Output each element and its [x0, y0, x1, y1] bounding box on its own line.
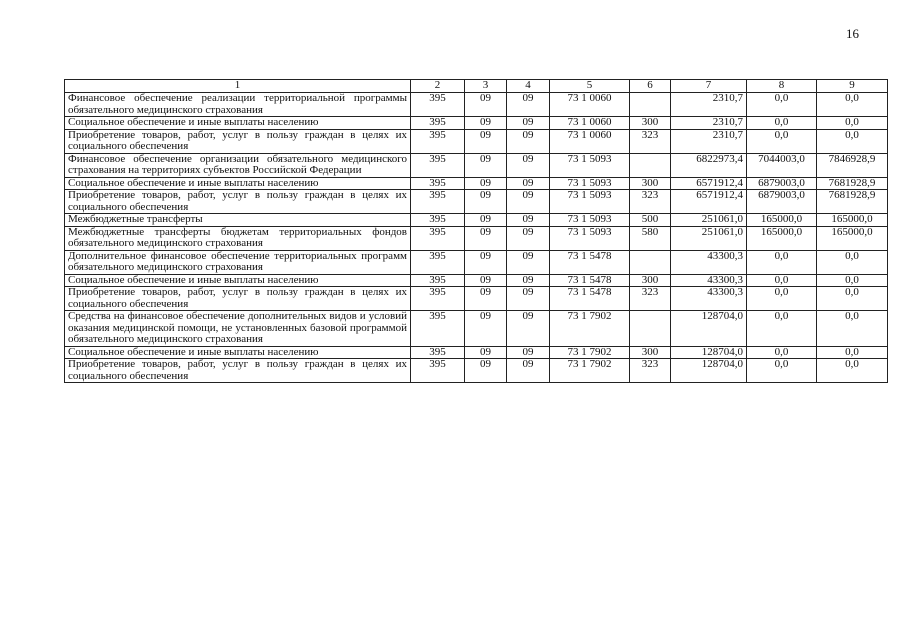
amount-col9-cell: 0,0: [817, 311, 888, 347]
description-cell: Финансовое обеспечение реализации территориальной программы обязательного медицинского страхования: [65, 93, 411, 117]
table-row: [65, 311, 888, 347]
subsection-cell: 09: [507, 311, 550, 347]
description-cell: Приобретение товаров, работ, услуг в пользу граждан в целях их социального обеспечения: [65, 190, 411, 214]
expense-type-cell: 323: [630, 190, 671, 214]
expense-type-cell: 300: [630, 274, 671, 287]
section-cell: 09: [465, 214, 507, 227]
amount-col9-cell: 0,0: [817, 117, 888, 130]
table-row: [65, 250, 888, 274]
target-article-cell: 73 1 5478: [550, 250, 630, 274]
column-header-6: 6: [630, 80, 671, 93]
description-cell: Дополнительное финансовое обеспечение территориальных программ обязательного медицинского страхования: [65, 250, 411, 274]
target-article-cell: 73 1 0060: [550, 93, 630, 117]
expense-type-cell: [630, 250, 671, 274]
amount-col7-cell: 6571912,4: [671, 177, 747, 190]
expense-type-cell: [630, 311, 671, 347]
subsection-cell: 09: [507, 287, 550, 311]
expense-type-cell: 580: [630, 226, 671, 250]
amount-col8-cell: 7044003,0: [747, 153, 817, 177]
column-header-1: 1: [65, 80, 411, 93]
amount-col7-cell: 43300,3: [671, 274, 747, 287]
admin-code-cell: 395: [411, 190, 465, 214]
expense-type-cell: 300: [630, 177, 671, 190]
table-header: [65, 80, 888, 93]
amount-col7-cell: 43300,3: [671, 250, 747, 274]
amount-col9-cell: 7681928,9: [817, 177, 888, 190]
subsection-cell: 09: [507, 274, 550, 287]
amount-col7-cell: 2310,7: [671, 93, 747, 117]
amount-col8-cell: 0,0: [747, 117, 817, 130]
amount-col7-cell: 6571912,4: [671, 190, 747, 214]
admin-code-cell: 395: [411, 250, 465, 274]
column-header-4: 4: [507, 80, 550, 93]
amount-col8-cell: 0,0: [747, 311, 817, 347]
amount-col8-cell: 0,0: [747, 93, 817, 117]
subsection-cell: 09: [507, 129, 550, 153]
amount-col7-cell: 128704,0: [671, 359, 747, 383]
admin-code-cell: 395: [411, 311, 465, 347]
section-cell: 09: [465, 346, 507, 359]
target-article-cell: 73 1 5478: [550, 287, 630, 311]
description-cell: Межбюджетные трансферты: [65, 214, 411, 227]
expense-type-cell: [630, 153, 671, 177]
table-row: [65, 153, 888, 177]
amount-col7-cell: 128704,0: [671, 346, 747, 359]
description-cell: Социальное обеспечение и иные выплаты населению: [65, 346, 411, 359]
table-row: [65, 117, 888, 130]
table-row: [65, 359, 888, 383]
expense-type-cell: 500: [630, 214, 671, 227]
amount-col7-cell: 251061,0: [671, 214, 747, 227]
description-cell: Приобретение товаров, работ, услуг в пользу граждан в целях их социального обеспечения: [65, 129, 411, 153]
description-cell: Приобретение товаров, работ, услуг в пользу граждан в целях их социального обеспечения: [65, 287, 411, 311]
column-header-5: 5: [550, 80, 630, 93]
section-cell: 09: [465, 250, 507, 274]
table-row: [65, 190, 888, 214]
target-article-cell: 73 1 5093: [550, 177, 630, 190]
amount-col8-cell: 0,0: [747, 129, 817, 153]
amount-col9-cell: 0,0: [817, 274, 888, 287]
amount-col8-cell: 0,0: [747, 274, 817, 287]
column-header-3: 3: [465, 80, 507, 93]
admin-code-cell: 395: [411, 214, 465, 227]
subsection-cell: 09: [507, 153, 550, 177]
amount-col8-cell: 165000,0: [747, 226, 817, 250]
target-article-cell: 73 1 5093: [550, 153, 630, 177]
table-row: [65, 129, 888, 153]
amount-col8-cell: 0,0: [747, 287, 817, 311]
amount-col7-cell: 2310,7: [671, 129, 747, 153]
expense-type-cell: 323: [630, 359, 671, 383]
admin-code-cell: 395: [411, 287, 465, 311]
subsection-cell: 09: [507, 117, 550, 130]
target-article-cell: 73 1 7902: [550, 346, 630, 359]
description-cell: Финансовое обеспечение организации обязательного медицинского страхования на территориях субъектов Российской Федерации: [65, 153, 411, 177]
amount-col9-cell: 0,0: [817, 250, 888, 274]
section-cell: 09: [465, 274, 507, 287]
admin-code-cell: 395: [411, 177, 465, 190]
amount-col8-cell: 0,0: [747, 359, 817, 383]
section-cell: 09: [465, 311, 507, 347]
subsection-cell: 09: [507, 226, 550, 250]
section-cell: 09: [465, 129, 507, 153]
expense-type-cell: 300: [630, 117, 671, 130]
table-row: [65, 93, 888, 117]
amount-col9-cell: 165000,0: [817, 226, 888, 250]
section-cell: 09: [465, 226, 507, 250]
column-header-2: 2: [411, 80, 465, 93]
table-body: [65, 93, 888, 383]
amount-col7-cell: 251061,0: [671, 226, 747, 250]
amount-col9-cell: 7681928,9: [817, 190, 888, 214]
amount-col9-cell: 7846928,9: [817, 153, 888, 177]
admin-code-cell: 395: [411, 93, 465, 117]
table-row: [65, 274, 888, 287]
amount-col8-cell: 165000,0: [747, 214, 817, 227]
amount-col7-cell: 43300,3: [671, 287, 747, 311]
subsection-cell: 09: [507, 250, 550, 274]
section-cell: 09: [465, 117, 507, 130]
budget-table: [64, 79, 888, 383]
target-article-cell: 73 1 7902: [550, 359, 630, 383]
section-cell: 09: [465, 153, 507, 177]
table-row: [65, 287, 888, 311]
admin-code-cell: 395: [411, 153, 465, 177]
amount-col7-cell: 6822973,4: [671, 153, 747, 177]
amount-col7-cell: 2310,7: [671, 117, 747, 130]
subsection-cell: 09: [507, 346, 550, 359]
amount-col9-cell: 165000,0: [817, 214, 888, 227]
column-header-7: 7: [671, 80, 747, 93]
admin-code-cell: 395: [411, 117, 465, 130]
column-header-8: 8: [747, 80, 817, 93]
amount-col8-cell: 0,0: [747, 250, 817, 274]
amount-col9-cell: 0,0: [817, 129, 888, 153]
expense-type-cell: 300: [630, 346, 671, 359]
amount-col9-cell: 0,0: [817, 93, 888, 117]
description-cell: Приобретение товаров, работ, услуг в пользу граждан в целях их социального обеспечения: [65, 359, 411, 383]
admin-code-cell: 395: [411, 274, 465, 287]
description-cell: Социальное обеспечение и иные выплаты населению: [65, 117, 411, 130]
description-cell: Социальное обеспечение и иные выплаты населению: [65, 274, 411, 287]
expense-type-cell: 323: [630, 129, 671, 153]
target-article-cell: 73 1 5478: [550, 274, 630, 287]
target-article-cell: 73 1 0060: [550, 117, 630, 130]
amount-col8-cell: 0,0: [747, 346, 817, 359]
amount-col8-cell: 6879003,0: [747, 177, 817, 190]
target-article-cell: 73 1 5093: [550, 226, 630, 250]
amount-col9-cell: 0,0: [817, 287, 888, 311]
section-cell: 09: [465, 190, 507, 214]
page-number: 16: [846, 26, 859, 41]
section-cell: 09: [465, 359, 507, 383]
table-row: [65, 346, 888, 359]
section-cell: 09: [465, 93, 507, 117]
amount-col9-cell: 0,0: [817, 359, 888, 383]
target-article-cell: 73 1 5093: [550, 214, 630, 227]
subsection-cell: 09: [507, 359, 550, 383]
description-cell: Межбюджетные трансферты бюджетам территориальных фондов обязательного медицинского страхования: [65, 226, 411, 250]
admin-code-cell: 395: [411, 226, 465, 250]
admin-code-cell: 395: [411, 359, 465, 383]
admin-code-cell: 395: [411, 346, 465, 359]
target-article-cell: 73 1 0060: [550, 129, 630, 153]
subsection-cell: 09: [507, 177, 550, 190]
subsection-cell: 09: [507, 214, 550, 227]
amount-col8-cell: 6879003,0: [747, 190, 817, 214]
target-article-cell: 73 1 5093: [550, 190, 630, 214]
amount-col7-cell: 128704,0: [671, 311, 747, 347]
amount-col9-cell: 0,0: [817, 346, 888, 359]
description-cell: Социальное обеспечение и иные выплаты населению: [65, 177, 411, 190]
column-header-9: 9: [817, 80, 888, 93]
target-article-cell: 73 1 7902: [550, 311, 630, 347]
table-row: [65, 214, 888, 227]
table-row: [65, 177, 888, 190]
admin-code-cell: 395: [411, 129, 465, 153]
subsection-cell: 09: [507, 190, 550, 214]
expense-type-cell: 323: [630, 287, 671, 311]
header-row: [65, 80, 888, 93]
expense-type-cell: [630, 93, 671, 117]
section-cell: 09: [465, 287, 507, 311]
table-row: [65, 226, 888, 250]
description-cell: Средства на финансовое обеспечение дополнительных видов и условий оказания медицинской помощи, не установленных базовой программой обязательного медицинского страхования: [65, 311, 411, 347]
section-cell: 09: [465, 177, 507, 190]
subsection-cell: 09: [507, 93, 550, 117]
